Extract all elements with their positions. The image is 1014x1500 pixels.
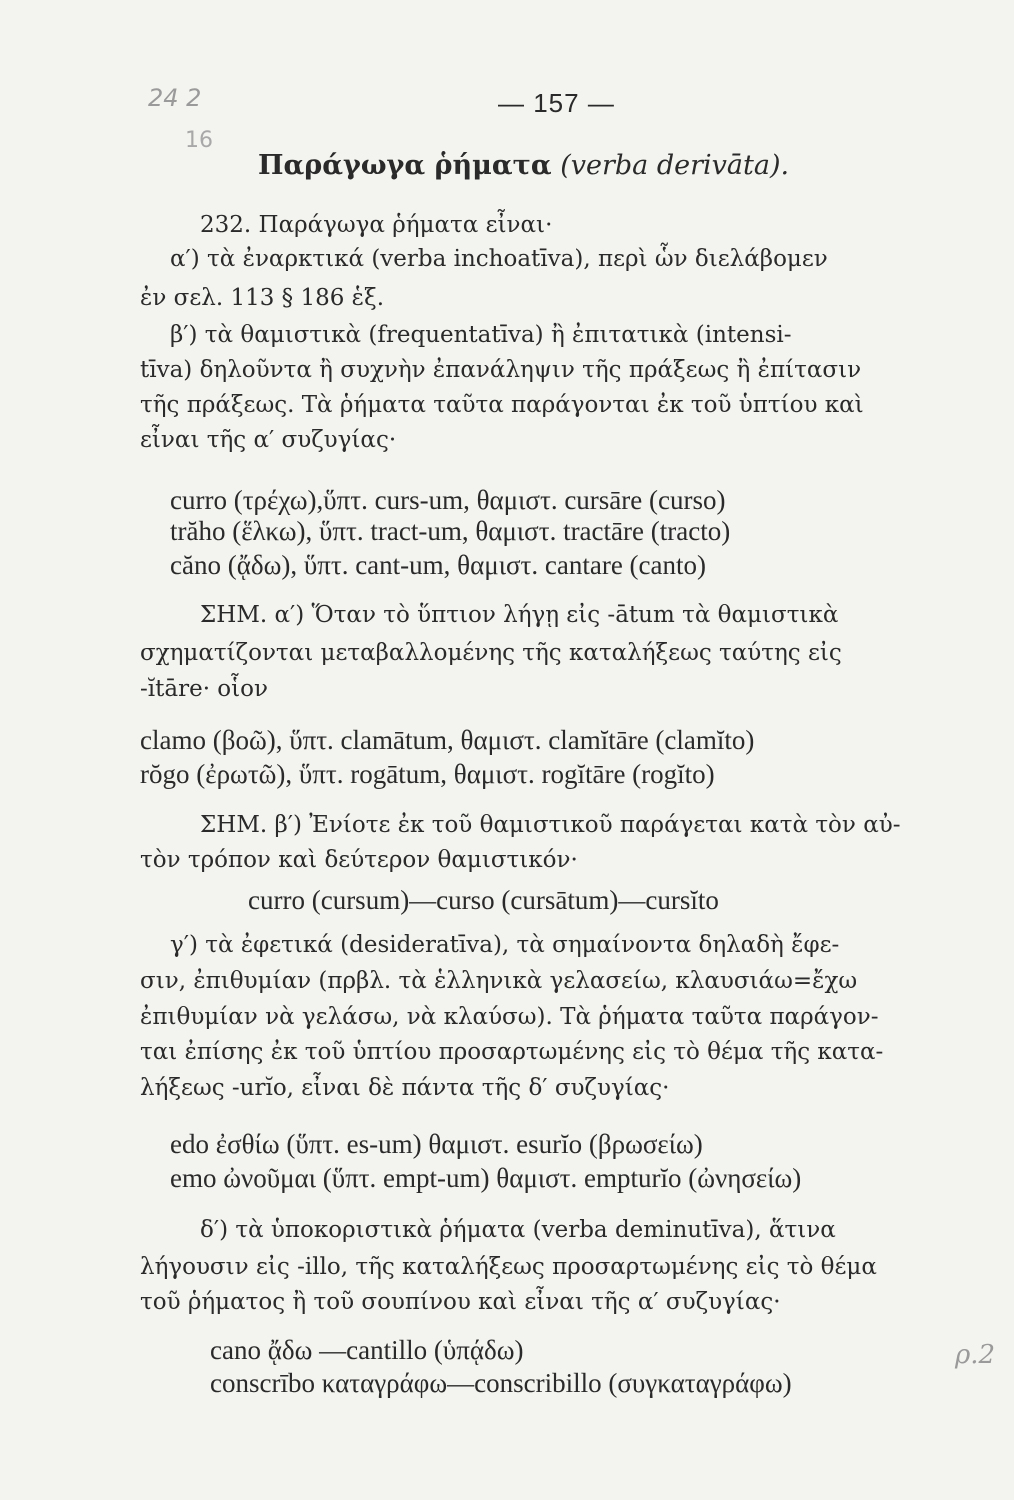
text-line: λήγουσιν εἰς -illo, τῆς καταλήξεως προσαρτωμένης εἰς τὸ θέμα [140, 1254, 877, 1280]
example-line: rŏgo (ἐρωτῶ), ὕπτ. rogātum, θαμιστ. rogĭtāre (rogĭto) [140, 759, 715, 789]
text-line: δ′) τὰ ὑποκοριστικὰ ῥήματα (verba deminutīva), ἅτινα [200, 1217, 836, 1243]
example-line: trăho (ἕλκω), ὕπτ. tract-um, θαμιστ. tractāre (tracto) [170, 516, 731, 546]
text-line: ἐπιθυμίαν νὰ γελάσω, νὰ κλαύσω). Τὰ ῥήματα ταῦτα παράγον- [140, 1004, 879, 1030]
page-number: — 157 — [498, 88, 615, 118]
text-line: β′) τὰ θαμιστικὰ (frequentatīva) ἢ ἐπιτατικὰ (intensi- [170, 322, 792, 348]
text-line: tīva) δηλοῦντα ἢ συχνὴν ἐπανάληψιν τῆς πράξεως ἢ ἐπίτασιν [140, 357, 862, 383]
note-line: ΣΗΜ. α′) Ὅταν τὸ ὕπτιον λήγῃ εἰς -ātum τὰ θαμιστικὰ [200, 602, 839, 628]
section-heading [258, 150, 789, 181]
pencil-corner-note: ρ.2 [955, 1340, 996, 1370]
note-line: τὸν τρόπον καὶ δεύτερον θαμιστικόν· [140, 847, 578, 873]
heading-latin: (verba derivāta). [560, 150, 790, 181]
note-line: ΣΗΜ. β′) Ἐνίοτε ἐκ τοῦ θαμιστικοῦ παράγεται κατὰ τὸν αὐ- [200, 812, 901, 838]
text-line: 232. Παράγωγα ῥήματα εἶναι· [200, 212, 553, 238]
example-line: curro (τρέχω),ὕπτ. curs-um, θαμιστ. cursāre (curso) [170, 485, 726, 515]
pencil-annotation: 24 2 [148, 84, 202, 112]
text-line: λήξεως -urĭo, εἶναι δὲ πάντα τῆς δ′ συζυγίας· [140, 1075, 670, 1101]
text-line: σιν, ἐπιθυμίαν (πρβλ. τὰ ἑλληνικὰ γελασείω, κλαυσιάω=ἔχω [140, 968, 858, 994]
text-line: τῆς πράξεως. Τὰ ῥήματα ταῦτα παράγονται ἐκ τοῦ ὑπτίου καὶ [140, 392, 864, 418]
example-line: curro (cursum)—curso (cursātum)—cursĭto [248, 885, 719, 915]
example-line: emo ὠνοῦμαι (ὕπτ. empt-um) θαμιστ. empturĭo (ὠνησείω) [170, 1163, 802, 1193]
example-line: clamo (βοῶ), ὕπτ. clamātum, θαμιστ. clamĭtāre (clamĭto) [140, 725, 755, 755]
text-line: γ′) τὰ ἐφετικά (desideratīva), τὰ σημαίνοντα δηλαδὴ ἔφε- [170, 932, 840, 958]
pencil-annotation-fraction: 16 [185, 128, 213, 153]
text-line: α′) τὰ ἐναρκτικά (verba inchoatīva), περὶ ὧν διελάβομεν [170, 246, 828, 272]
note-line: -ĭtāre· οἷον [140, 676, 269, 702]
example-line: căno (ᾄδω), ὕπτ. cant-um, θαμιστ. cantare (canto) [170, 550, 707, 580]
text-line: ἐν σελ. 113 § 186 ἑξ. [140, 285, 385, 311]
text-line: εἶναι τῆς α′ συζυγίας· [140, 427, 397, 453]
text-line: τοῦ ῥήματος ἢ τοῦ σουπίνου καὶ εἶναι τῆς α′ συζυγίας· [140, 1289, 781, 1315]
example-line: conscrībo καταγράφω—conscribillo (συγκαταγράφω) [210, 1368, 792, 1398]
note-line: σχηματίζονται μεταβαλλομένης τῆς καταλήξεως ταύτης εἰς [140, 640, 842, 666]
example-line: cano ᾄδω —cantillo (ὑπᾴδω) [210, 1335, 524, 1365]
example-line: edo ἐσθίω (ὕπτ. es-um) θαμιστ. esurĭo (βρωσείω) [170, 1129, 703, 1159]
text-line: ται ἐπίσης ἐκ τοῦ ὑπτίου προσαρτωμένης εἰς τὸ θέμα τῆς κατα- [140, 1039, 884, 1065]
heading-greek: Παράγωγα ῥήματα [258, 150, 552, 181]
